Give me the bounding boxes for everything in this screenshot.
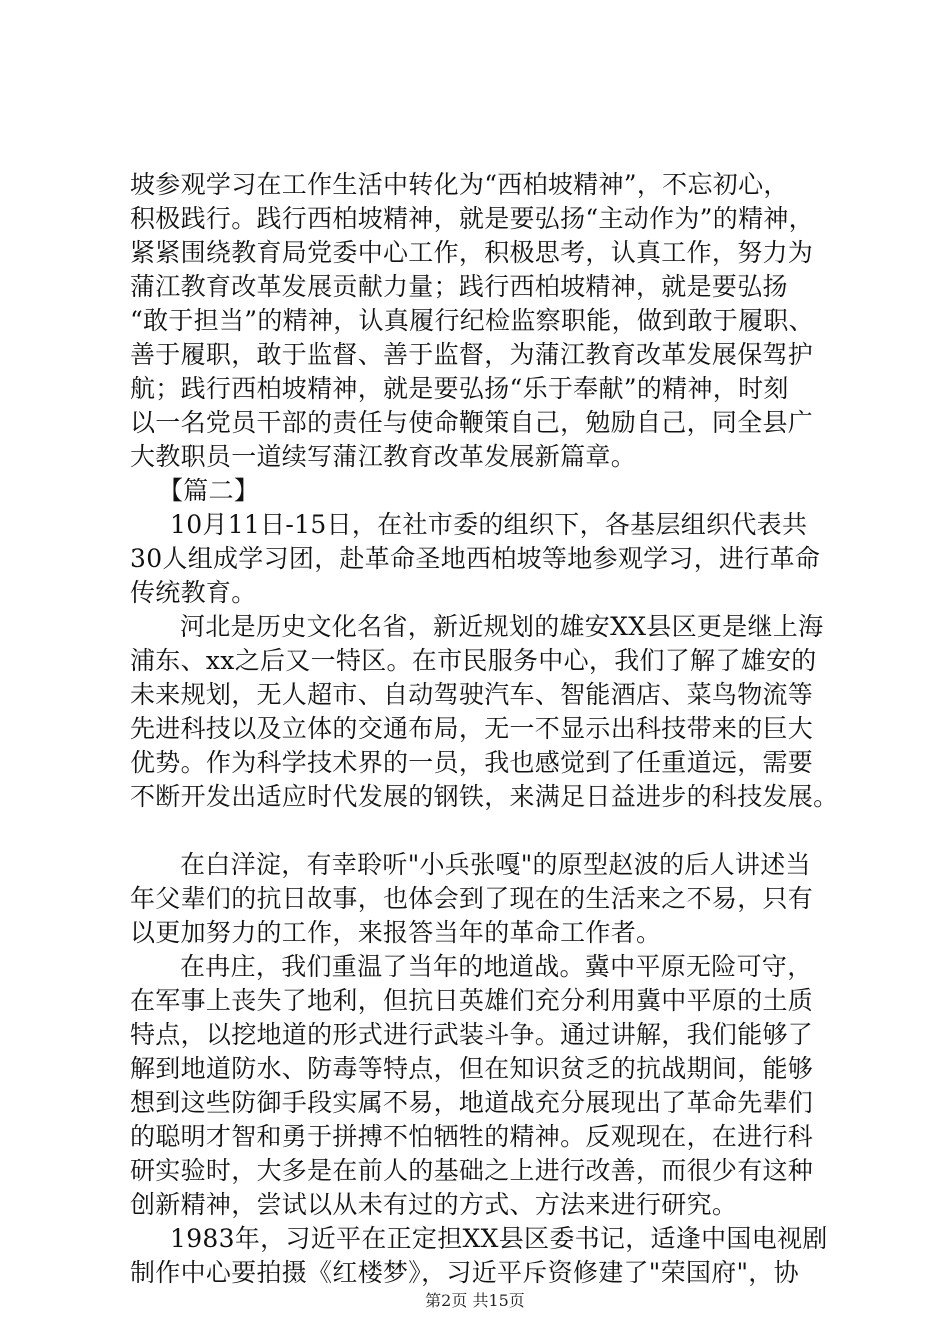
text-line: 研实验时，大多是在前人的基础之上进行改善，而很少有这种: [130, 1156, 814, 1185]
text-line: 河北是历史文化名省，新近规划的雄安XX县区更是继上海: [180, 612, 824, 641]
section-heading: 【篇二】: [158, 476, 260, 505]
text-line: 大教职员一道续写蒲江教育改革发展新篇章。: [130, 442, 637, 471]
text-line: 在白洋淀，有幸聆听"小兵张嘎"的原型赵波的后人讲述当: [180, 850, 811, 879]
text-line: 在冉庄，我们重温了当年的地道战。冀中平原无险可守，: [180, 952, 813, 981]
text-line: 先进科技以及立体的交通布局，无一不显示出科技带来的巨大: [130, 714, 814, 743]
text-line: 解到地道防水、防毒等特点，但在知识贫乏的抗战期间，能够: [130, 1054, 814, 1083]
text-line: 创新精神，尝试以从未有过的方式、方法来进行研究。: [130, 1190, 738, 1219]
text-line: 积极践行。践行西柏坡精神，就是要弘扬“主动作为”的精神，: [130, 204, 814, 233]
text-line: 10月11日-15日，在社市委的组织下，各基层组织代表共: [170, 510, 808, 539]
page-footer: 第2页 共15页: [425, 1291, 525, 1310]
text-line: 坡参观学习在工作生活中转化为“西柏坡精神”，不忘初心，: [130, 170, 789, 199]
text-line: 以一名党员干部的责任与使命鞭策自己，勉励自己，同全县广: [130, 408, 814, 437]
text-line: 不断开发出适应时代发展的钢铁，来满足日益进步的科技发展。: [130, 782, 839, 811]
text-line: 30人组成学习团，赴革命圣地西柏坡等地参观学习，进行革命: [130, 544, 821, 573]
text-line: 特点，以挖地道的形式进行武装斗争。通过讲解，我们能够了: [130, 1020, 814, 1049]
text-line: 制作中心要拍摄《红楼梦》，习近平斥资修建了"荣国府"，协: [130, 1258, 799, 1287]
text-line: 在军事上丧失了地利，但抗日英雄们充分利用冀中平原的土质: [130, 986, 814, 1015]
text-line: 年父辈们的抗日故事，也体会到了现在的生活来之不易，只有: [130, 884, 814, 913]
text-line: 想到这些防御手段实属不易，地道战充分展现出了革命先辈们: [130, 1088, 814, 1117]
text-line: 未来规划，无人超市、自动驾驶汽车、智能酒店、菜鸟物流等: [130, 680, 814, 709]
text-line: 传统教育。: [130, 578, 257, 607]
text-line: 的聪明才智和勇于拼搏不怕牺牲的精神。反观现在，在进行科: [130, 1122, 814, 1151]
text-line: 1983年，习近平在正定担XX县区委书记，适逢中国电视剧: [170, 1224, 828, 1253]
text-line: 以更加努力的工作，来报答当年的革命工作者。: [130, 918, 662, 947]
text-line: “敢于担当”的精神，认真履行纪检监察职能，做到敢于履职、: [130, 306, 814, 335]
text-line: 航；践行西柏坡精神，就是要弘扬“乐于奉献”的精神，时刻: [130, 374, 789, 403]
paragraph-gap: [130, 814, 830, 848]
text-line: 紧紧围绕教育局党委中心工作，积极思考，认真工作，努力为: [130, 238, 814, 267]
text-line: 蒲江教育改革发展贡献力量；践行西柏坡精神，就是要弘扬: [130, 272, 788, 301]
text-line: 善于履职，敢于监督、善于监督，为蒲江教育改革发展保驾护: [130, 340, 814, 369]
text-line: 浦东、xx之后又一特区。在市民服务中心，我们了解了雄安的: [130, 646, 817, 675]
text-line: 优势。作为科学技术界的一员，我也感觉到了任重道远，需要: [130, 748, 814, 777]
document-body: [130, 168, 839, 1290]
